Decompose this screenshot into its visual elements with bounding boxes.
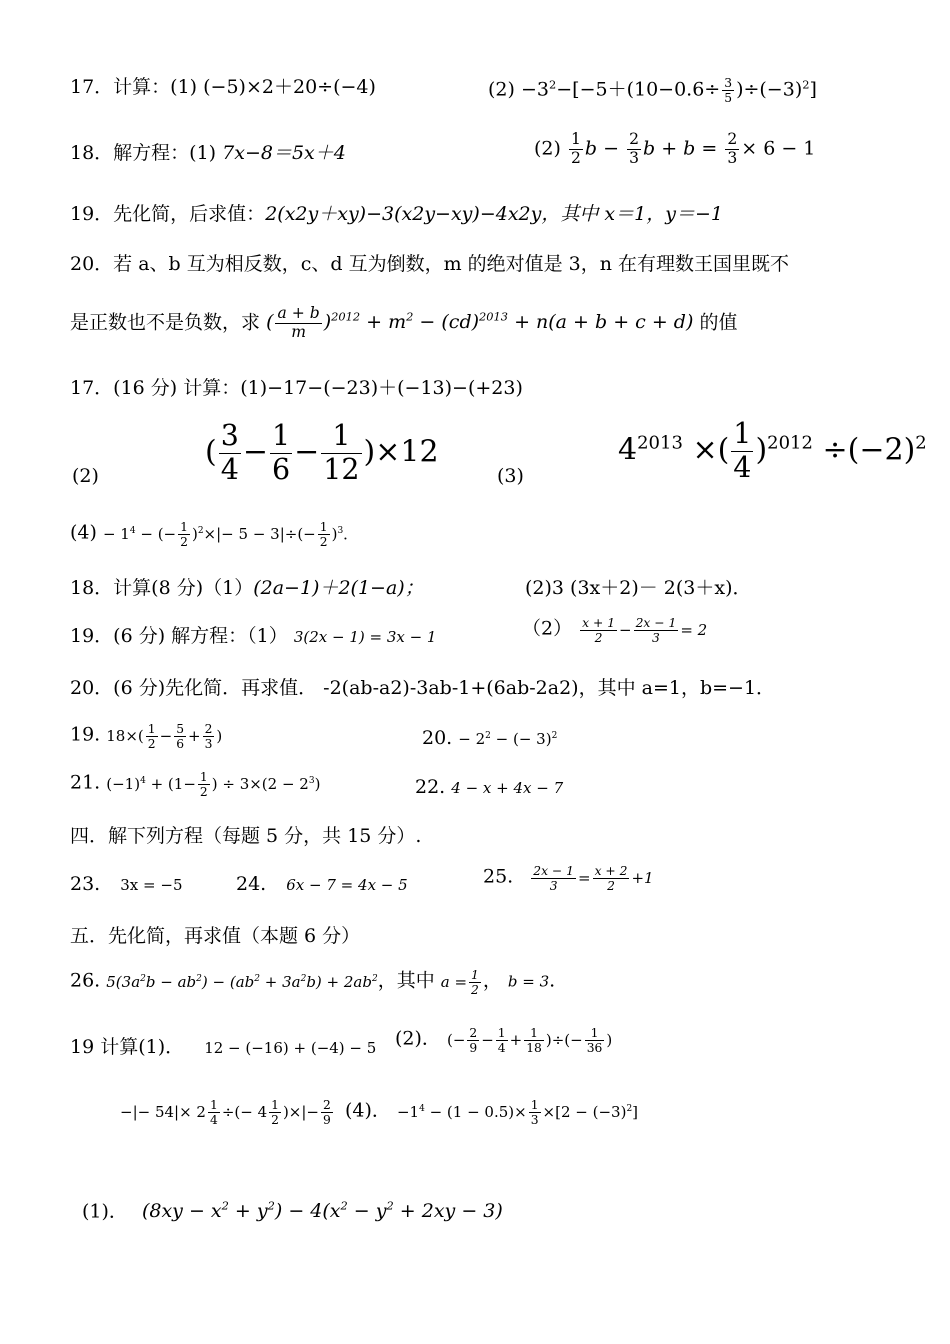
q17b-p4: $(4) - 1^4$ − (− $\frac{1}{2}$ )$^2$×|− 5 − 3|÷(− $\frac{1}{2}$ )$^3$． [70,520,359,550]
q26-line: 26. $5(3a^2b - ab^2) - (ab^2 + 3a^2b) + 2ab^2$，其中 a = $\frac{1}{2}$ ， b = 3. [70,968,556,998]
q20a-line1: 20．若 a、b 互为相反数，c、d 互为倒数，m 的绝对值是 3，n 在有理数王国里既不 [70,253,790,275]
q18a-part2: (2) $\frac{1}{2}$ b − $\frac{2}{3}$ b + b = $\frac{2}{3}$ × 6 − 1 [534,130,816,167]
q19c-line: 19. 18×( $\frac{1}{2}$ − $\frac{5}{6}$ + $\frac{2}{3}$ ) [70,722,223,752]
q21c-line: 21. $(-1)^4 + (1-$ $\frac{1}{2}$ ) ÷ $3\times(2 - 2^3)$ [70,770,321,800]
q18b-expr2: (2)3 (3x＋2)－ 2(3＋x)． [525,577,752,599]
q22c-line: 22. 4 − x + 4x − 7 [415,776,564,798]
q18b-line: 18．计算(8 分)（1）(2a−1)＋2(1−a)； [70,577,424,599]
q17b-p2-label: (2) [72,465,99,487]
q19b-part2: （2） $\frac{x + 1}{2}$ − $\frac{2x - 1}{3}$ = 2 [522,616,708,646]
q19d-line: 19 计算(1)． 12 − (−16) + (−4) − 5 [70,1036,377,1058]
q23-line: 23. 3x = −5 [70,873,183,895]
q19d-part4: (4)． $-1^4 - (1 - 0.5)\times$ $\frac{1}{3}$ $\times[2 - (-3)^2]$ [345,1098,639,1128]
q18a-line: 18．解方程：(1) 7x−8＝5x＋4 [70,142,346,164]
q17b-p3-expr: $4^{2013}$ ×( $\frac{1}{4}$ )$^{2012} \div(-2)^2$ [618,417,927,484]
q17a-part2: $(2) -3^2-[-5+(10-0.6\div$ $\frac{3}{5}$ )$\div(-3)^2$] [488,76,817,106]
q20b-line: 20．(6 分)先化简．再求值． -2(ab-a2)-3ab-1+(6ab-2a2)，其中 a=1，b=−1． [70,677,776,699]
q17a-expr1: (−5)×2＋20÷(−4) [203,76,376,98]
section-4-heading: 四．解下列方程（每题 5 分，共 15 分）. [70,825,422,847]
q19d-part2: (2)． (− $\frac{2}{9}$ − $\frac{1}{4}$ + $\frac{1}{18}$ )÷(− $\frac{1}{36}$ ) [395,1026,613,1056]
q17a-label: 17．计算：(1) [70,76,198,98]
q19b-line: 19．(6 分) 解方程：（1） 3(2x − 1) = 3x − 1 [70,625,437,647]
q17b-p2-expr: ( $\frac{3}{4}$ − $\frac{1}{6}$ − $\frac{1}{12}$ )×12 [205,419,439,486]
q19d-part3: −|− 54|× 2 $\frac{1}{4}$ ÷(− 4 $\frac{1}{2}$ )×|− $\frac{2}{9}$ [120,1098,331,1128]
section-5-heading: 五．先化简，再求值（本题 6 分） [70,925,361,947]
q19a-line: 19．先化简，后求值：2(x2y＋xy)−3(x2y−xy)−4x2y，其中 x＝1，y＝−1 [70,203,723,225]
q20c-line: 20. − $2^2$ − (− 3)$^2$ [422,727,558,749]
q20a-line2: 是正数也不是负数，求 ( $\frac{a + b}{m}$ )$^{2012} + m^2 - (cd)^{2013} + n(a + b + c + d)$ 的值 [70,304,738,341]
q25-line: 25. $\frac{2x - 1}{3}$ = $\frac{x + 2}{2}$ +1 [483,864,654,894]
q17a-line [70,76,376,99]
q24-line: 24. 6x − 7 = 4x − 5 [236,873,408,895]
last-line: (1)． $(8xy - x^2 + y^2) - 4(x^2 - y^2 + 2xy - 3)$ [82,1199,503,1223]
q17b-line: 17．(16 分) 计算：(1)−17−(−23)＋(−13)−(+23) [70,377,523,399]
q17b-p3-label: (3) [497,465,524,487]
